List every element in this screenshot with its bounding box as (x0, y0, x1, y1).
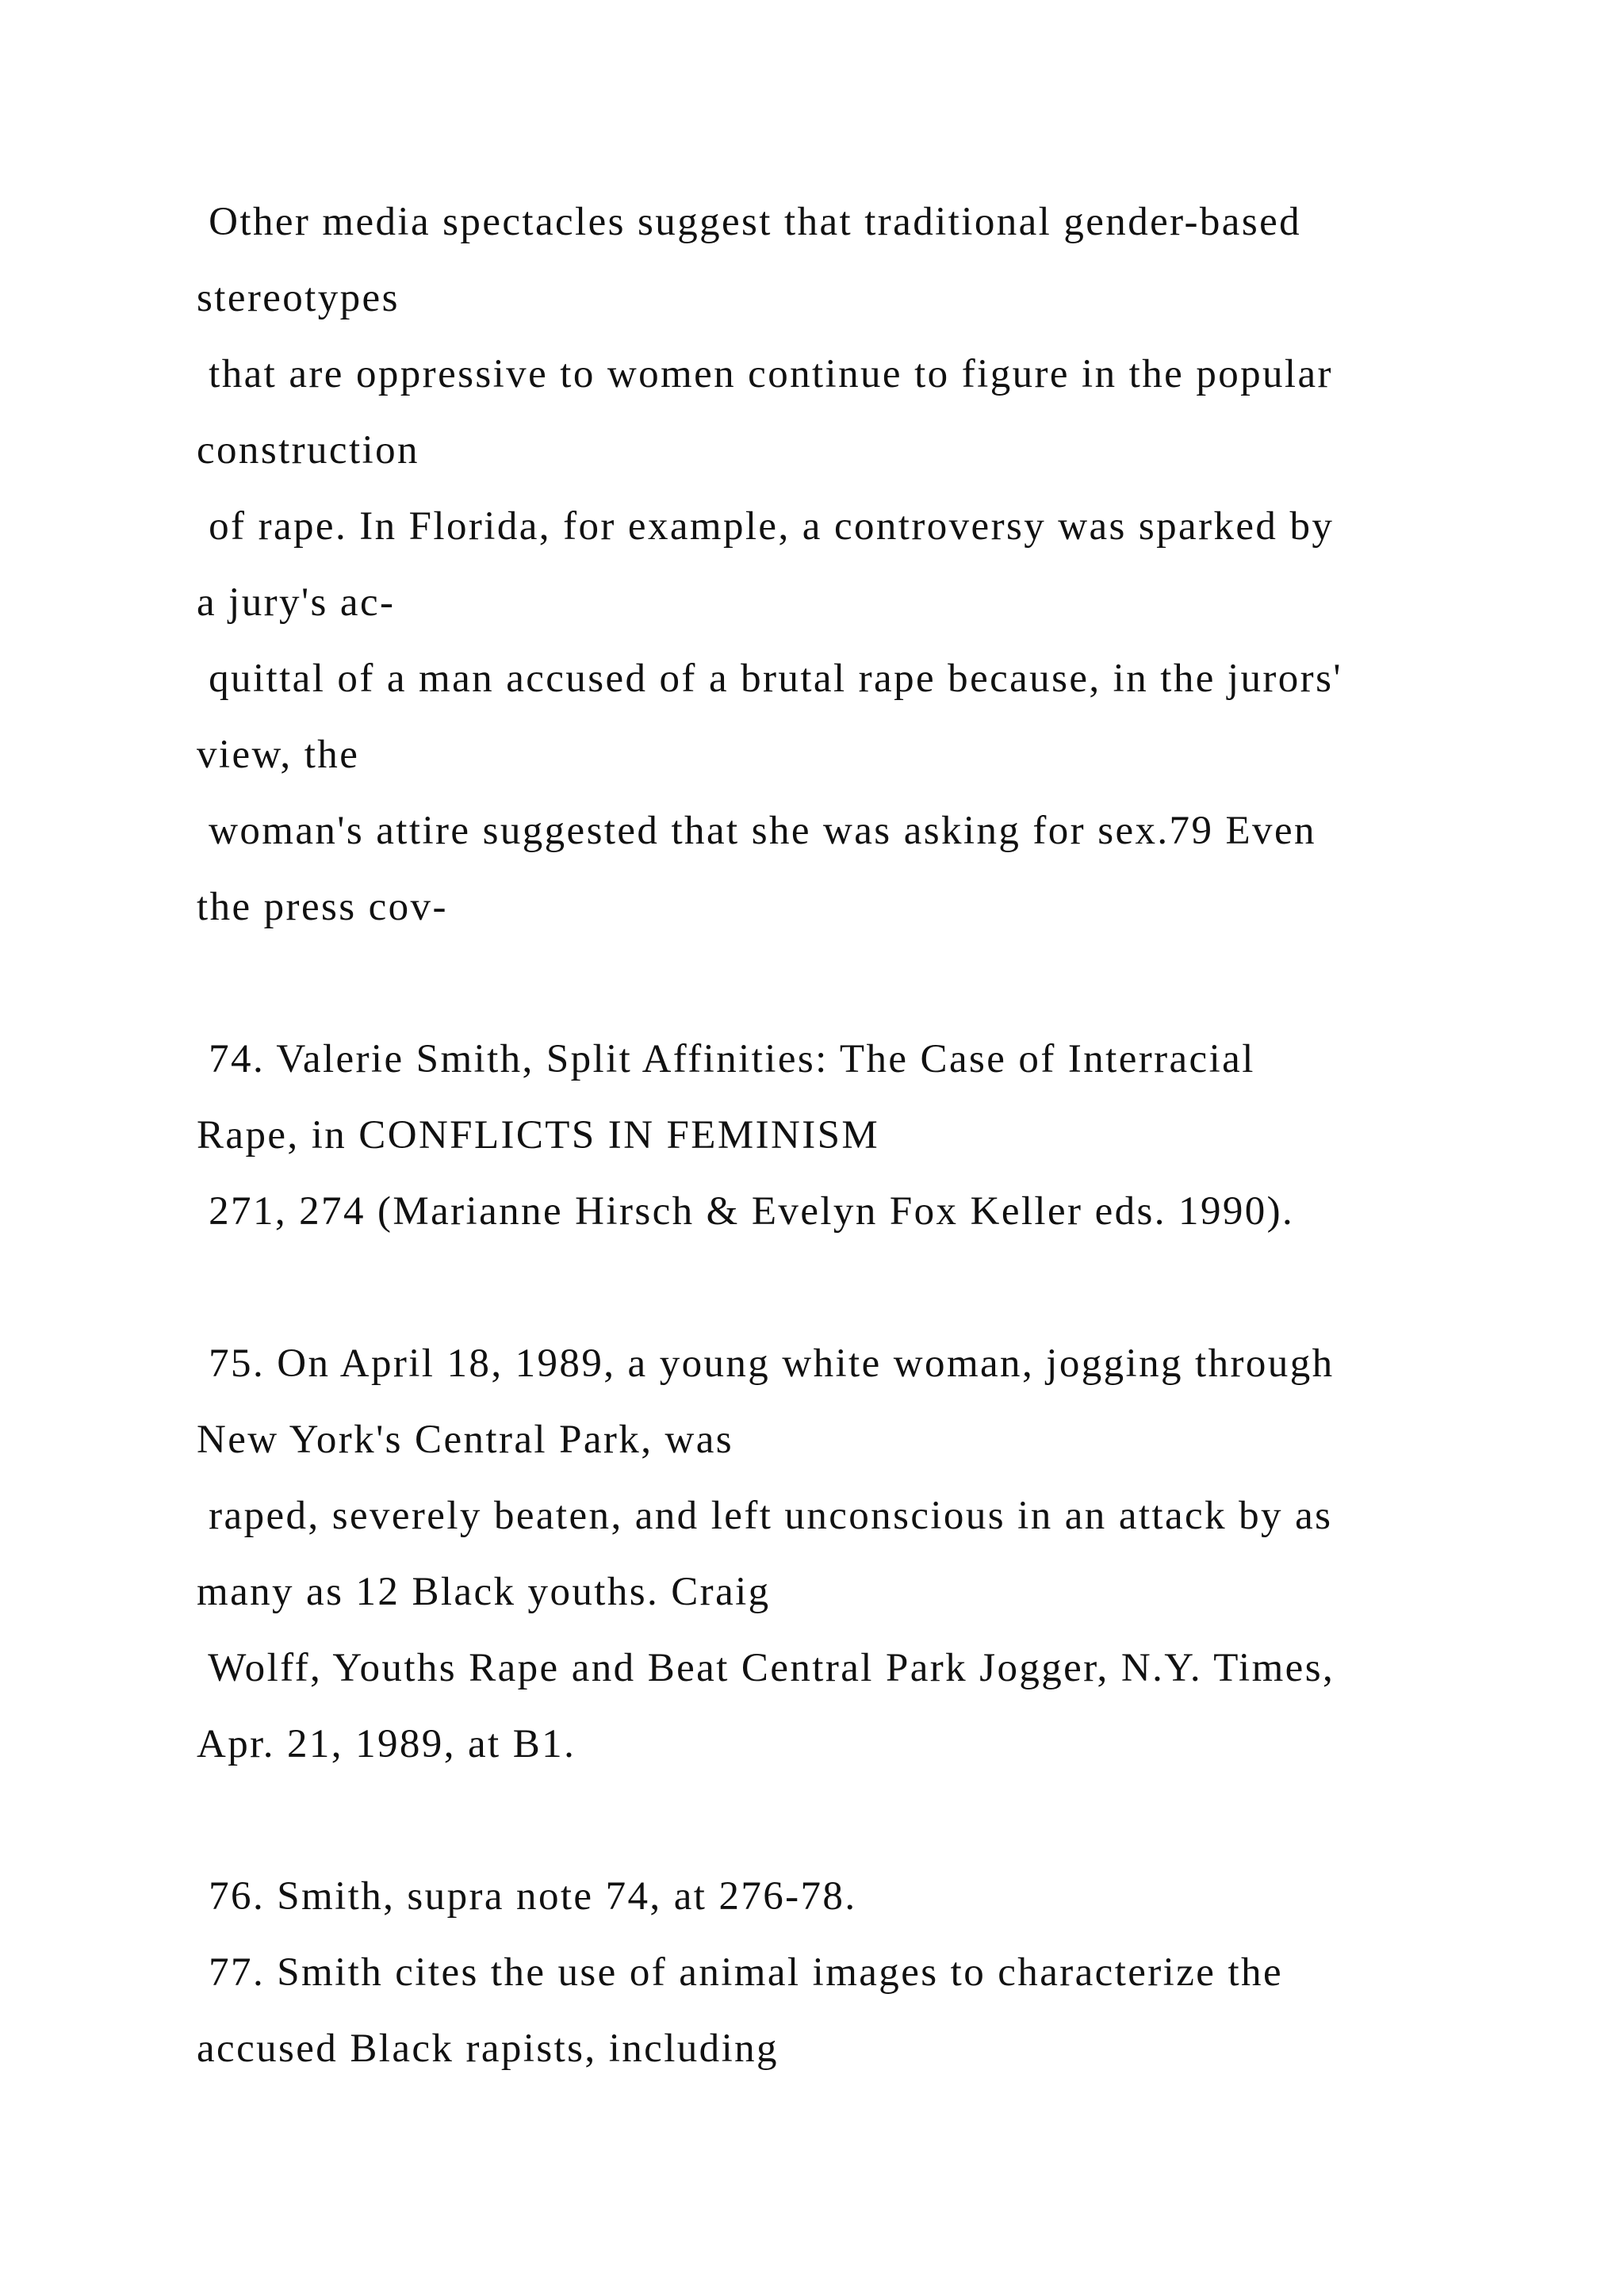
text-line: Other media spectacles suggest that traditional gender-based (197, 200, 1302, 244)
text-line: the press cov- (197, 885, 448, 929)
text-line: view, the (197, 733, 360, 777)
paragraph-spacer (197, 1249, 1513, 1326)
text-line: construction (197, 428, 419, 473)
text-line: of rape. In Florida, for example, a controversy was sparked by (197, 504, 1335, 549)
text-line: accused Black rapists, including (197, 2026, 779, 2071)
footnote-74 (197, 1021, 1513, 1249)
text-line: stereotypes (197, 276, 400, 320)
text-line: that are oppressive to women continue to figure in the popular (197, 352, 1333, 396)
paragraph-spacer (197, 945, 1513, 1021)
footnote-75 (197, 1326, 1513, 1782)
document-text (197, 184, 1513, 2087)
text-line: 75. On April 18, 1989, a young white woman, jogging through (197, 1341, 1335, 1386)
text-line: raped, severely beaten, and left unconscious in an attack by as (197, 1494, 1333, 1538)
text-line: Rape, in CONFLICTS IN FEMINISM (197, 1113, 880, 1158)
text-line: 74. Valerie Smith, Split Affinities: The Case of Interracial (197, 1037, 1255, 1081)
text-line: a jury's ac- (197, 580, 396, 625)
text-line: Wolff, Youths Rape and Beat Central Park Jogger, N.Y. Times, (197, 1646, 1335, 1690)
text-line: woman's attire suggested that she was asking for sex.79 Even (197, 809, 1316, 853)
body-paragraph (197, 184, 1513, 945)
text-line: quittal of a man accused of a brutal rape because, in the jurors' (197, 656, 1342, 701)
paragraph-spacer (197, 1782, 1513, 1858)
text-line: many as 12 Black youths. Craig (197, 1570, 771, 1614)
footnote-76-77 (197, 1858, 1513, 2087)
text-line: Apr. 21, 1989, at B1. (197, 1722, 576, 1766)
text-line: 271, 274 (Marianne Hirsch & Evelyn Fox Keller eds. 1990). (197, 1189, 1295, 1234)
text-line: 76. Smith, supra note 74, at 276-78. (197, 1874, 857, 1919)
text-line: 77. Smith cites the use of animal images to characterize the (197, 1950, 1283, 1995)
text-line: New York's Central Park, was (197, 1418, 734, 1462)
